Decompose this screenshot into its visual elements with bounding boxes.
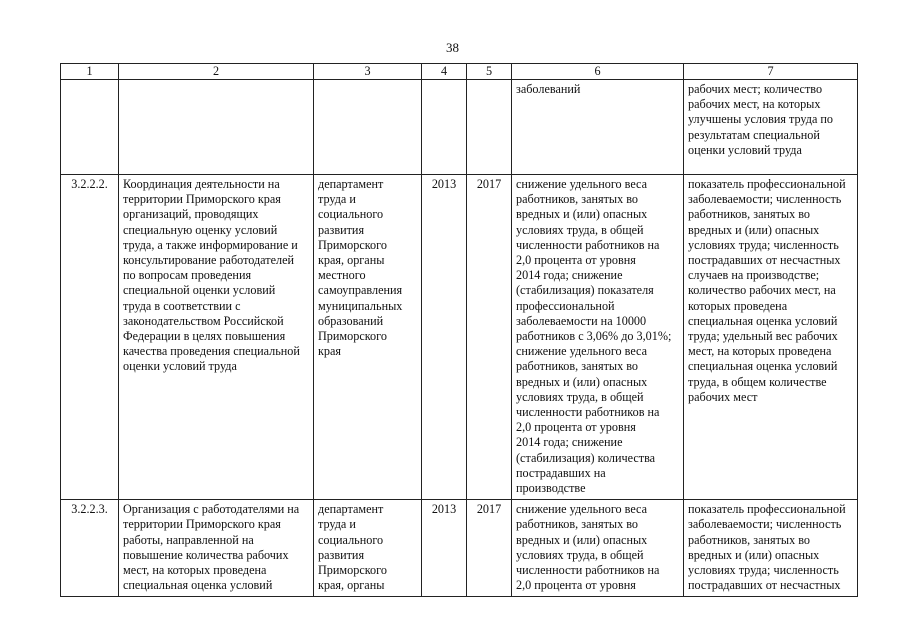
item-number: [61, 80, 119, 175]
executor-cell: департамент труда и социального развития Приморского края, органы: [314, 500, 422, 597]
start-year-cell: 2013: [422, 500, 467, 597]
page-number: 38: [446, 40, 459, 55]
column-header: 7: [684, 64, 858, 80]
program-table: [60, 63, 858, 597]
table-row: [61, 175, 858, 500]
result-cell: заболеваний: [512, 80, 684, 175]
column-header: 6: [512, 64, 684, 80]
end-year-cell: 2017: [467, 500, 512, 597]
indicator-cell: показатель профессиональной заболеваемости; численность работников, занятых во вредных и (или) опасных условиях труда; численность пострадавших от несчастных: [684, 500, 858, 597]
indicator-cell: рабочих мест; количество рабочих мест, на которых улучшены условия труда по результатам специальной оценки условий труда: [684, 80, 858, 175]
executor-cell: департамент труда и социального развития Приморского края, органы местного самоуправления муниципальных образований Приморского края: [314, 175, 422, 500]
column-header: 4: [422, 64, 467, 80]
column-header: 1: [61, 64, 119, 80]
item-number: 3.2.2.3.: [61, 500, 119, 597]
column-header: 5: [467, 64, 512, 80]
activity-cell: Организация с работодателями на территории Приморского края работы, направленной на повышение количества рабочих мест, на которых проведена специальная оценка условий: [119, 500, 314, 597]
executor-cell: [314, 80, 422, 175]
start-year-cell: [422, 80, 467, 175]
result-cell: снижение удельного веса работников, занятых во вредных и (или) опасных условиях труда, в общей численности работников на 2,0 процента от уровня: [512, 500, 684, 597]
table-row: [61, 500, 858, 597]
indicator-cell: показатель профессиональной заболеваемости; численность работников, занятых во вредных и (или) опасных условиях труда; численность пострадавших от несчастных случаев на производстве; количество рабочих мест, на которых проведена специальная оценка условий труда; удельный вес рабочих мест, на которых проведена специальная оценка условий труда, в общем количестве рабочих мест: [684, 175, 858, 500]
start-year-cell: 2013: [422, 175, 467, 500]
result-cell: снижение удельного веса работников, занятых во вредных и (или) опасных условиях труда, в общей численности работников на 2,0 процента от уровня 2014 года; снижение (стабилизация) показателя профессиональной заболеваемости на 10000 работников с 3,06% до 3,01%; снижение удельного веса работников, занятых во вредных и (или) опасных условиях труда, в общей численности работников на 2,0 процента от уровня 2014 года; снижение (стабилизация) количества пострадавших на производстве: [512, 175, 684, 500]
column-header: 2: [119, 64, 314, 80]
table-row: [61, 80, 858, 175]
end-year-cell: 2017: [467, 175, 512, 500]
activity-cell: Координация деятельности на территории Приморского края организаций, проводящих специальную оценку условий труда, а также информирование и консультирование работодателей по вопросам проведения специальной оценки условий труда в соответствии с законодательством Российской Федерации в целях повышения качества проведения специальной оценки условий труда: [119, 175, 314, 500]
header-row: [61, 64, 858, 80]
item-number: 3.2.2.2.: [61, 175, 119, 500]
activity-cell: [119, 80, 314, 175]
end-year-cell: [467, 80, 512, 175]
column-header: 3: [314, 64, 422, 80]
